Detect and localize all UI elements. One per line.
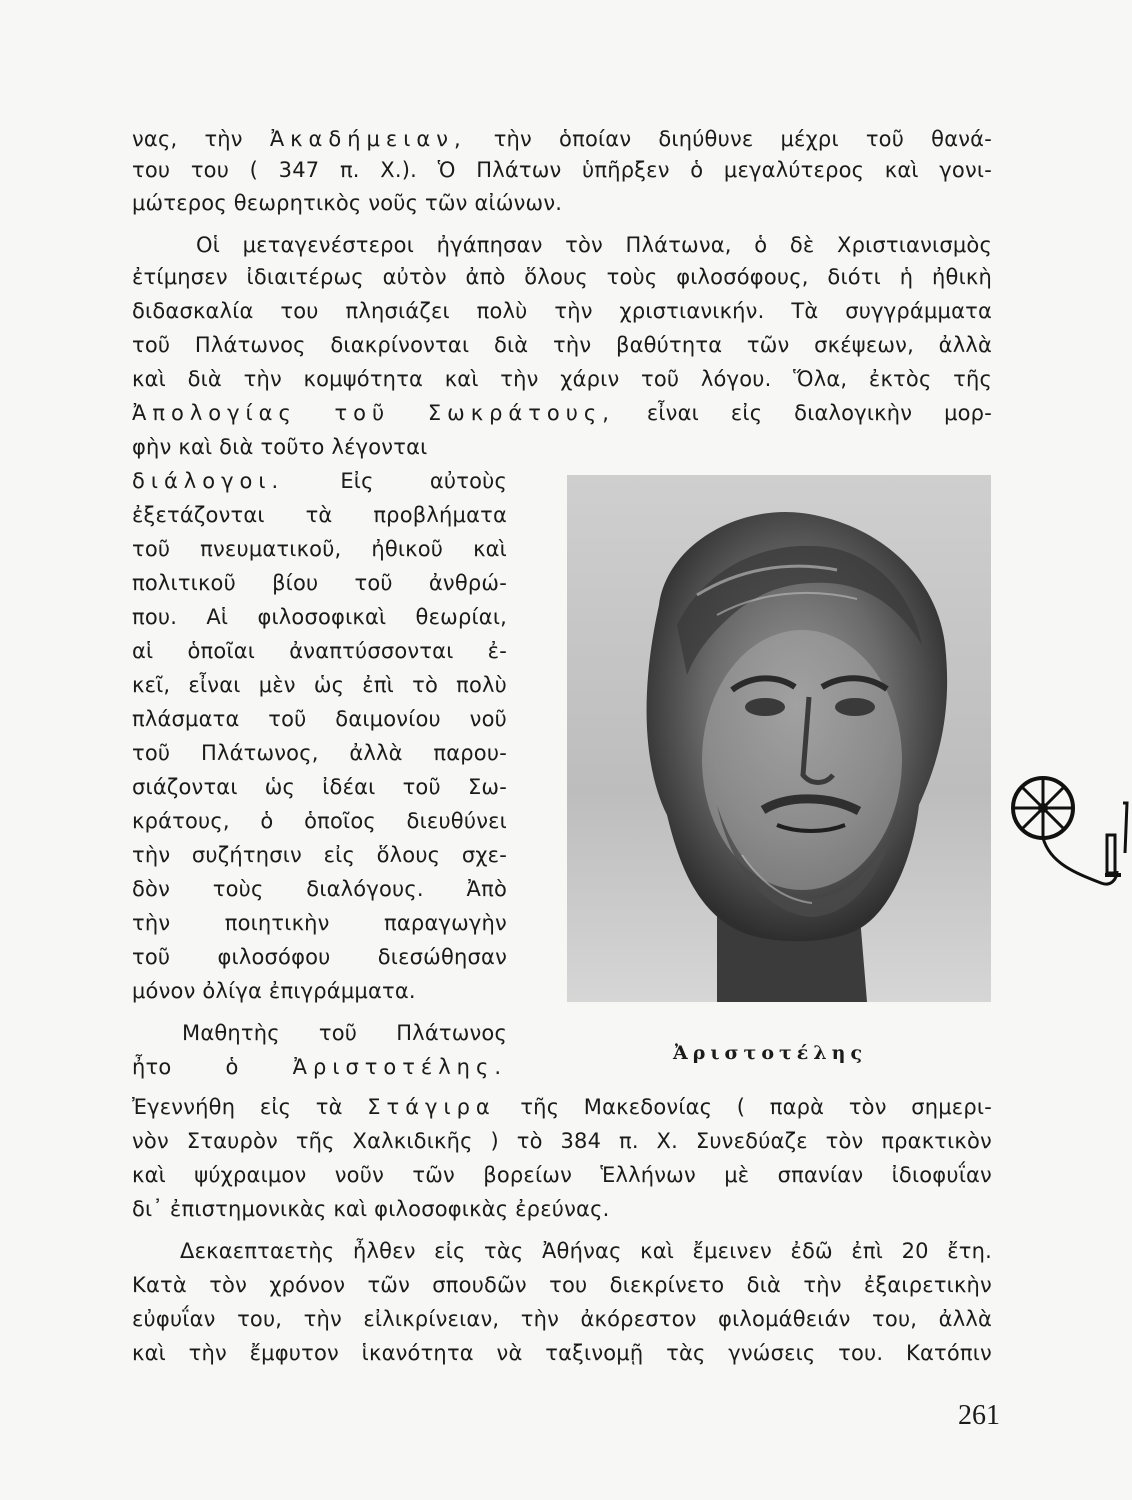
text-line: καὶ ψύχραιμον νοῦν τῶν βορείων Ἑλλήνων μὲ σπανίαν ἰδιοφυΐαν xyxy=(132,1163,992,1187)
text-line: δὸν τοὺς διαλόγους. Ἀπὸ xyxy=(132,877,507,901)
text-line: Κατὰ τὸν χρόνον τῶν σπουδῶν του διεκρίνετο διὰ τὴν ἐξαιρετικὴν xyxy=(132,1273,992,1297)
text-line: ἦτο ὁ Ἀριστοτέλης. xyxy=(132,1055,507,1079)
text-line: Δεκαεπταετὴς ἦλθεν εἰς τὰς Ἀθήνας καὶ ἔμεινεν ἐδῶ ἐπὶ 20 ἔτη. xyxy=(180,1239,992,1263)
text-line: Μαθητὴς τοῦ Πλάτωνος xyxy=(182,1021,507,1045)
text-line: τοῦ πνευματικοῦ, ἠθικοῦ καὶ xyxy=(132,537,507,561)
text-line: κεῖ, εἶναι μὲν ὡς ἐπὶ τὸ πολὺ xyxy=(132,673,507,697)
text-line: Ἀπολογίας τοῦ Σωκράτους, εἶναι εἰς διαλογικὴν μορ- xyxy=(132,401,992,425)
text-line: καὶ διὰ τὴν κομψότητα καὶ τὴν χάριν τοῦ λόγου. Ὅλα, ἐκτὸς τῆς xyxy=(132,367,992,391)
wheel-doodle xyxy=(1005,763,1132,923)
aristotle-bust-photo xyxy=(567,475,991,1002)
spaced-title: Ἀπολογίας τοῦ Σωκράτους, xyxy=(132,401,615,425)
text-line: μόνον ὀλίγα ἐπιγράμματα. xyxy=(132,979,416,1003)
text-line: διάλογοι. Εἰς αὐτοὺς xyxy=(132,469,507,493)
text-line: τοῦ Πλάτωνος διακρίνονται διὰ τὴν βαθύτητα τῶν σκέψεων, ἀλλὰ xyxy=(132,333,992,357)
text-line: τοῦ Πλάτωνος, ἀλλὰ παρου- xyxy=(132,741,507,765)
text-line: δι᾿ ἐπιστημονικὰς καὶ φιλοσοφικὰς ἐρεύνας. xyxy=(132,1197,610,1221)
text-line: πλάσματα τοῦ δαιμονίου νοῦ xyxy=(132,707,507,731)
page-number: 261 xyxy=(958,1400,1000,1431)
text-line: τοῦ φιλοσόφου διεσώθησαν xyxy=(132,945,507,969)
text-line: ἐξετάζονται τὰ προβλήματα xyxy=(132,503,507,527)
spaced-word: Ἀκαδήμειαν, xyxy=(269,127,467,151)
text-line: Ἐγεννήθη εἰς τὰ Στάγιρα τῆς Μακεδονίας ( παρὰ τὸν σημερι- xyxy=(132,1095,992,1119)
text-line: εὐφυΐαν του, τὴν εἰλικρίνειαν, τὴν ἀκόρεστον φιλομάθειάν του, ἀλλὰ xyxy=(132,1307,992,1331)
text-line: νας, τὴν Ἀκαδήμειαν, τὴν ὁποίαν διηύθυνε μέχρι τοῦ θανά- xyxy=(132,127,992,151)
spaced-name: Ἀριστοτέλης. xyxy=(292,1055,507,1079)
text-line: κράτους, ὁ ὁποῖος διευθύνει xyxy=(132,809,507,833)
text-line: φὴν καὶ διὰ τοῦτο λέγονται xyxy=(132,435,428,459)
text-line: Οἱ μεταγενέστεροι ἠγάπησαν τὸν Πλάτωνα, ὁ δὲ Χριστιανισμὸς xyxy=(196,233,992,257)
text-line: του του ( 347 π. Χ.). Ὁ Πλάτων ὑπῆρξεν ὁ μεγαλύτερος καὶ γονι- xyxy=(132,158,992,182)
text-line: σιάζονται ὡς ἰδέαι τοῦ Σω- xyxy=(132,775,507,799)
text-line: ἐτίμησεν ἰδιαιτέρως αὐτὸν ἀπὸ ὅλους τοὺς φιλοσόφους, διότι ἡ ἠθικὴ xyxy=(132,265,992,289)
spaced-place: Στάγιρα xyxy=(367,1095,496,1119)
text-line: διδασκαλία του πλησιάζει πολὺ τὴν χριστιανικήν. Τὰ συγγράμματα xyxy=(132,299,992,323)
spaced-word: διάλογοι. xyxy=(132,469,285,493)
text-line: καὶ τὴν ἔμφυτον ἱκανότητα νὰ ταξινομῇ τὰς γνώσεις του. Κατόπιν xyxy=(132,1341,992,1365)
bust-illustration xyxy=(567,475,991,1002)
text-line: νὸν Σταυρὸν τῆς Χαλκιδικῆς ) τὸ 384 π. Χ. Συνεδύαζε τὸν πρακτικὸν xyxy=(132,1129,992,1153)
text-line: που. Αἱ φιλοσοφικαὶ θεωρίαι, xyxy=(132,605,507,629)
text-line: πολιτικοῦ βίου τοῦ ἀνθρώ- xyxy=(132,571,507,595)
photo-caption: Ἀριστοτέλης xyxy=(672,1042,868,1064)
text-line: τὴν συζήτησιν εἰς ὅλους σχε- xyxy=(132,843,507,867)
text-line: αἱ ὁποῖαι ἀναπτύσσονται ἐ- xyxy=(132,639,507,663)
text-line: τὴν ποιητικὴν παραγωγὴν xyxy=(132,911,507,935)
text-line: μώτερος θεωρητικὸς νοῦς τῶν αἰώνων. xyxy=(132,191,563,215)
